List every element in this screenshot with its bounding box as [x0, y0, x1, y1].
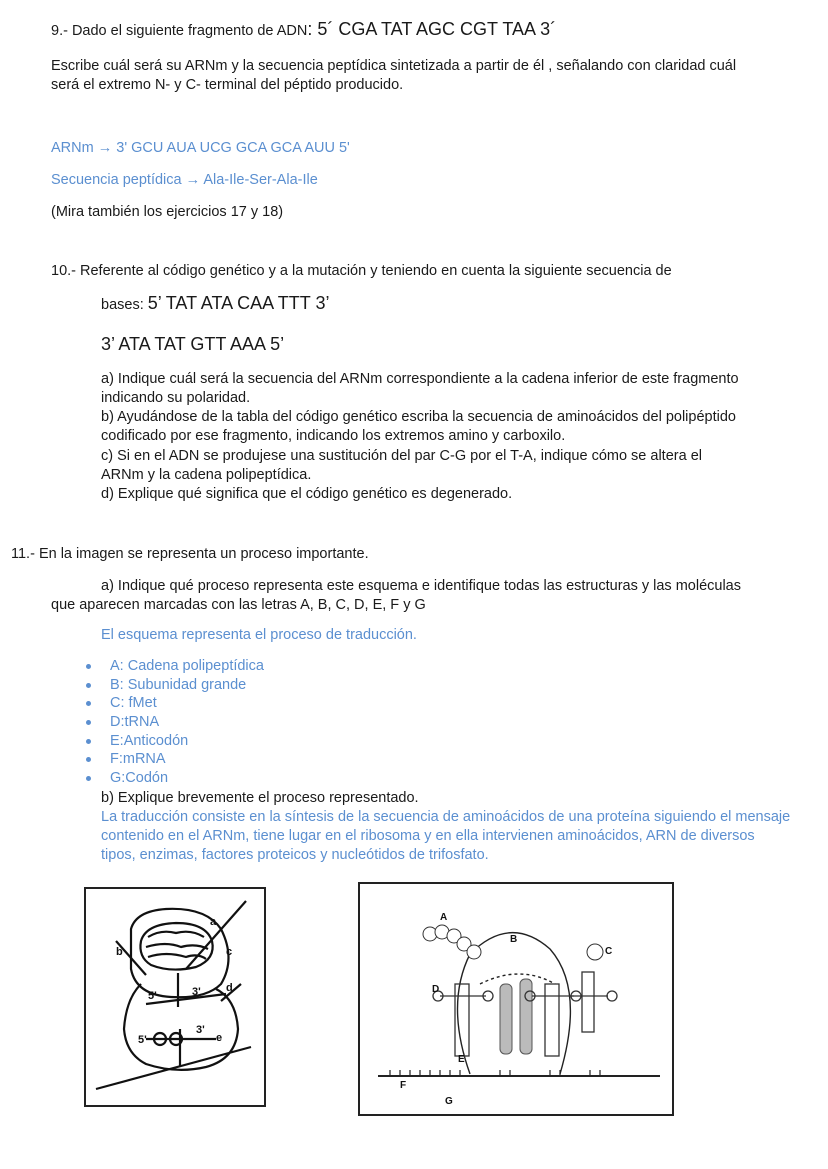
list-item: B: Subunidad grande [86, 676, 264, 695]
label-c: c [226, 946, 233, 958]
q9-text-1: Escribe cuál será su ARNm y la secuencia peptídica sintetizada a partir de él , señalando con claridad cuál [51, 58, 737, 74]
q11-b: b) Explique brevemente el proceso representado. [101, 790, 419, 806]
trna-c [582, 972, 594, 1032]
label-b: b [116, 946, 123, 958]
label-d: d [226, 982, 233, 994]
q11-answer-list [86, 657, 264, 788]
q10-a-2: indicando su polaridad. [101, 390, 251, 406]
q10-b-1: b) Ayudándose de la tabla del código genético escriba la secuencia de aminoácidos del polipéptido [101, 409, 736, 425]
amino-acid [467, 945, 481, 959]
sketch-drawing [86, 889, 264, 1105]
q11-a-2: que aparecen marcadas con las letras A, B, C, D, E, F y G [51, 597, 426, 613]
q9-answer-arnm: ARNm → 3' GCU AUA UCG GCA GCA AUU 5' [51, 140, 350, 156]
list-item: A: Cadena polipeptídica [86, 657, 264, 676]
q11-b-answer-2: contenido en el ARNm, tiene lugar en el ribosoma y en ella intervienen aminoácidos, ARN de diversos [101, 828, 755, 844]
figure-sketch [84, 887, 266, 1107]
label-C: C [605, 946, 613, 957]
q11-answer: El esquema representa el proceso de traducción. [101, 627, 417, 643]
q11-b-answer-3: tipos, enzimas, factores proteicos y nucleótidos de trifosfato. [101, 847, 489, 863]
list-item: G:Codón [86, 769, 264, 788]
q9-note: (Mira también los ejercicios 17 y 18) [51, 204, 284, 220]
q9-text-2: será el extremo N- y C- terminal del péptido producido. [51, 77, 404, 93]
q10-c-1: c) Si en el ADN se produjese una sustitución del par C-G por el T-A, indique cómo se altera el [101, 448, 702, 464]
list-item: F:mRNA [86, 750, 264, 769]
label-5prime: 5' [148, 990, 157, 1002]
label-5prime-lower: 5' [138, 1034, 147, 1046]
q10-b-2: codificado por ese fragmento, indicando los extremos amino y carboxilo. [101, 428, 566, 444]
q11-title: 11.- En la imagen se representa un proceso importante. [11, 546, 369, 562]
label-3prime: 3' [192, 986, 201, 998]
label-3prime-lower: 3' [196, 1024, 205, 1036]
label-B: B [510, 934, 518, 945]
pointer-e [96, 1047, 251, 1089]
q10-c-2: ARNm y la cadena polipeptídica. [101, 467, 312, 483]
figure-ribosome [358, 882, 674, 1116]
q10-seq-bottom: 3’ ATA TAT GTT AAA 5’ [101, 334, 285, 354]
q9-answer-peptide: Secuencia peptídica → Ala-Ile-Ser-Ala-Ile [51, 172, 318, 188]
trna-p [545, 984, 559, 1056]
list-item: C: fMet [86, 694, 264, 713]
ribosome-drawing [360, 884, 672, 1114]
label-E: E [458, 1054, 465, 1065]
q9-title: 9.- Dado el siguiente fragmento de ADN: 5´ CGA TAT AGC CGT TAA 3´ [51, 19, 557, 39]
label-A: A [440, 912, 448, 923]
label-a: a [210, 916, 217, 928]
ribosome-protein [520, 979, 532, 1054]
list-item: D:tRNA [86, 713, 264, 732]
label-D: D [432, 984, 440, 995]
fmet-circle [587, 944, 603, 960]
label-F: F [400, 1080, 407, 1091]
q10-title: 10.- Referente al código genético y a la mutación y teniendo en cuenta la siguiente secuencia de [51, 263, 672, 279]
q10-seq-top: bases: 5’ TAT ATA CAA TTT 3’ [101, 293, 330, 313]
q11-a-1: a) Indique qué proceso representa este esquema e identifique todas las estructuras y las moléculas [101, 578, 741, 594]
q10-a-1: a) Indique cuál será la secuencia del ARNm correspondiente a la cadena inferior de este fragmento [101, 371, 739, 387]
dashed-arrow [480, 974, 555, 984]
label-G: G [445, 1096, 453, 1107]
q11-b-answer-1: La traducción consiste en la síntesis de la secuencia de aminoácidos de una proteína siguiendo el mensaje [101, 809, 791, 825]
q10-d: d) Explique qué significa que el código genético es degenerado. [101, 486, 513, 502]
label-e: e [216, 1032, 223, 1044]
list-item: E:Anticodón [86, 732, 264, 751]
ribosome-protein [500, 984, 512, 1054]
